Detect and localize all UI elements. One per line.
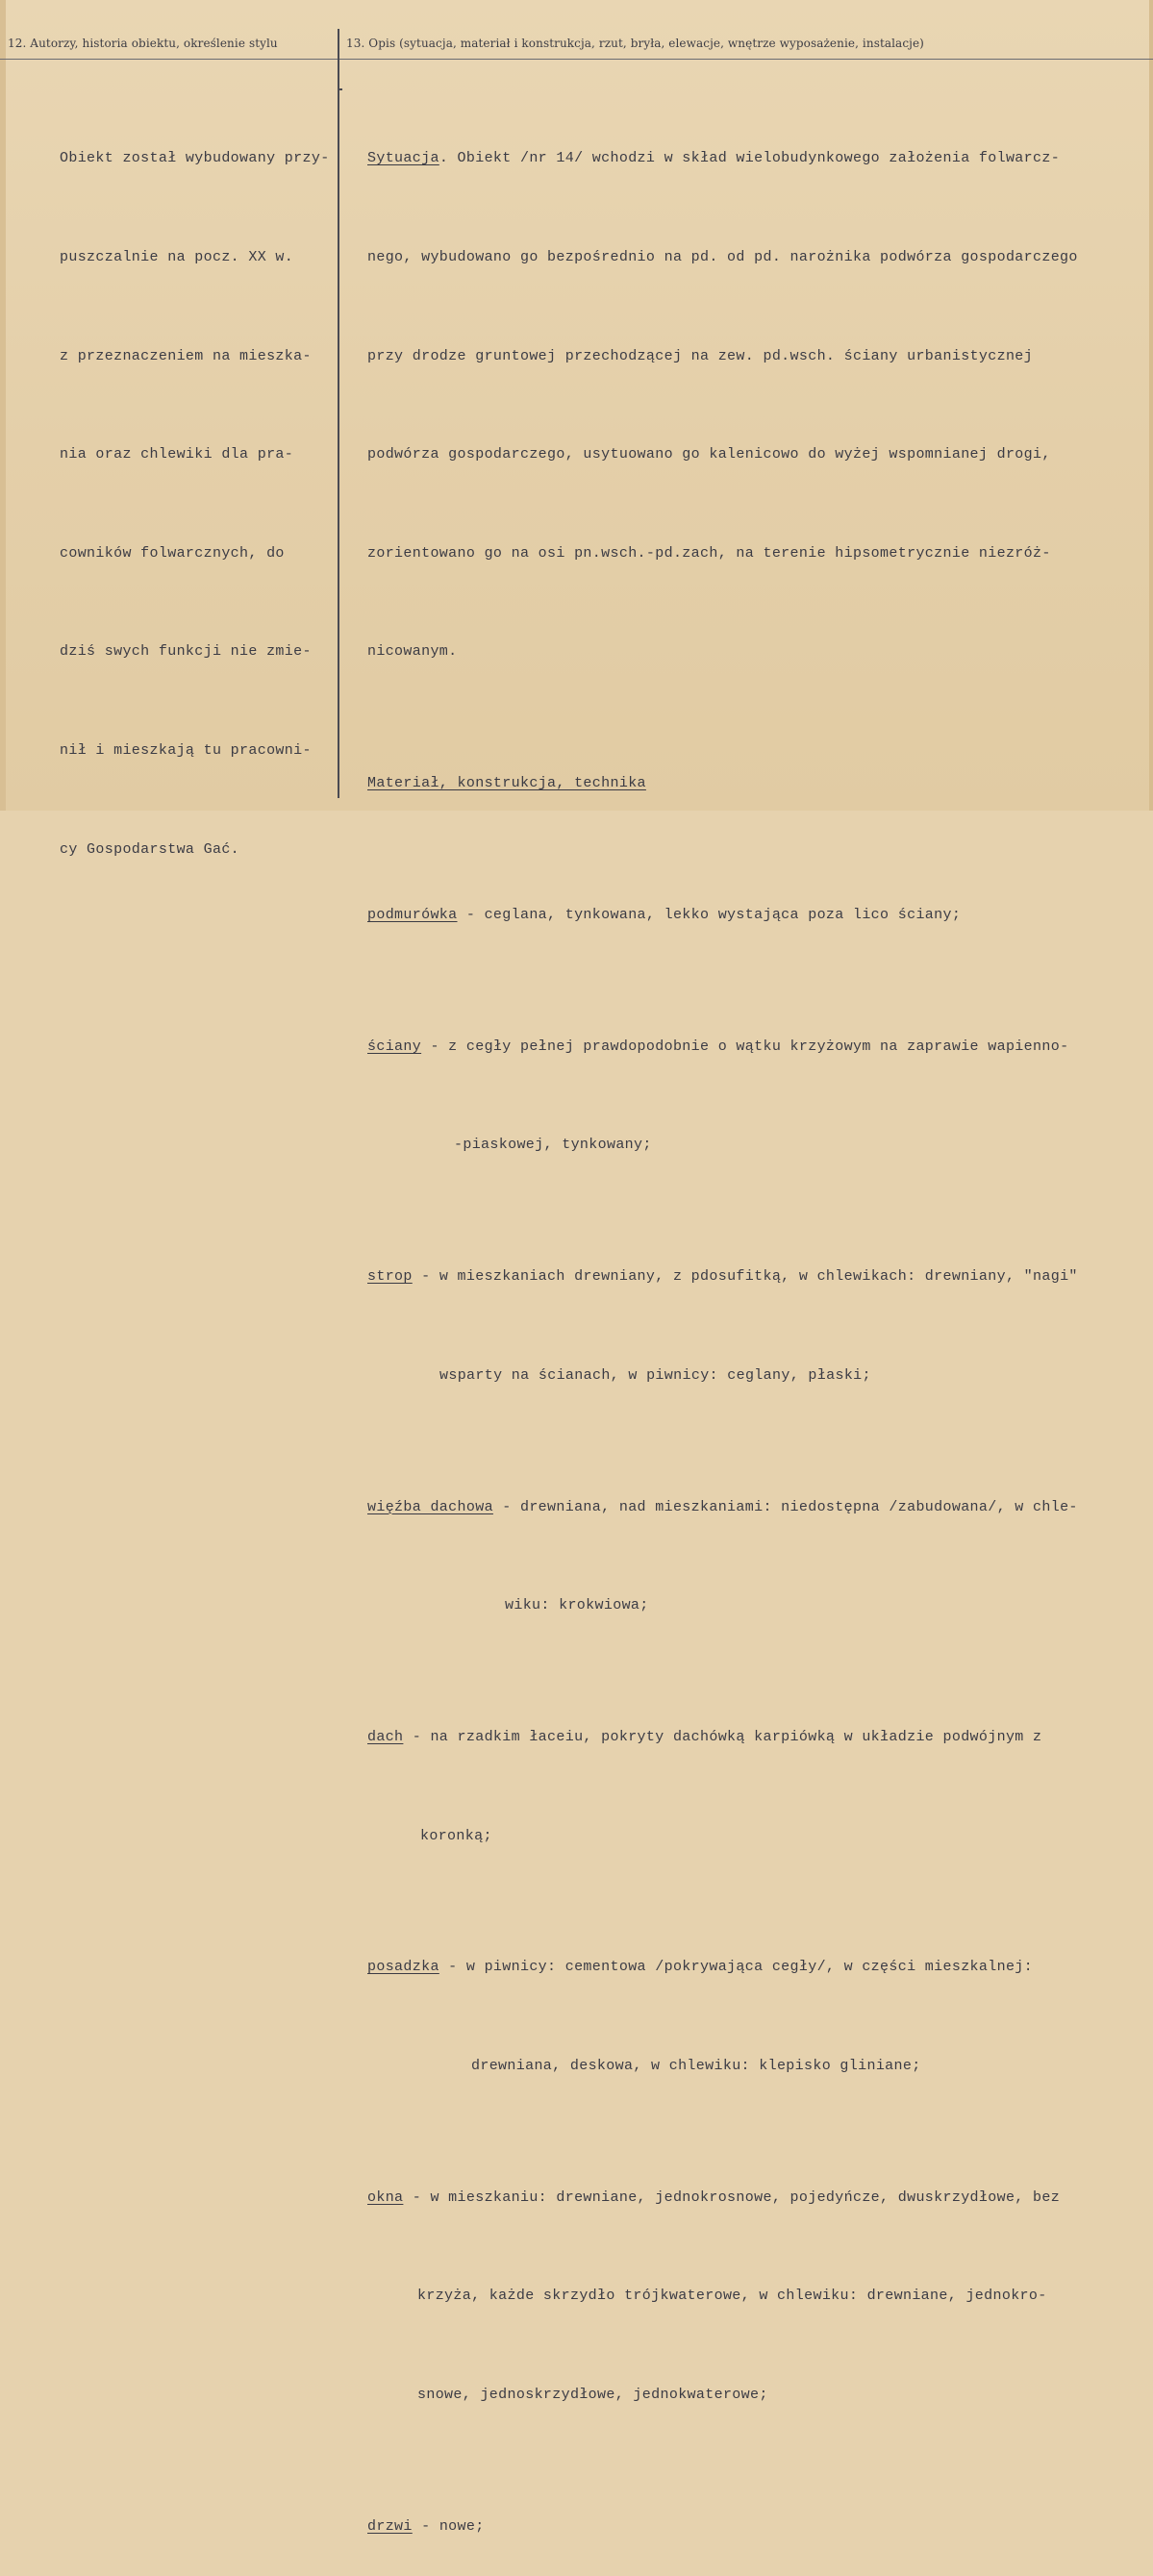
paper-edge-left [0,0,6,811]
drzwi-term: drzwi [367,2517,413,2535]
sytuacja-line: nego, wybudowano go bezpośrednio na pd. od pd. narożnika podwórza gospodarczego [367,249,1078,265]
history-line: dziś swych funkcji nie zmie- [60,643,312,661]
description-column [367,77,1148,2576]
posadzka-line [367,1951,1148,1984]
history-line: Obiekt został wybudowany przy- [60,150,330,167]
okna-text: - w mieszkaniu: drewniane, jednokrosnowe, pojedyńcze, dwuskrzydłowe, bez [403,2188,1061,2206]
history-column [60,77,330,899]
history-line: puszczalnie na pocz. XX w. [60,249,294,265]
sciany-continuation: -piaskowej, tynkowany; [454,1137,652,1154]
sytuacja-line: podwórza gospodarczego, usytuowano go kalenicowo do wyżej wspomnianej drogi, [367,446,1051,463]
sytuacja-line: nicowanym. [367,643,458,661]
strop-text: - w mieszkaniach drewniany, z pdosufitką, w chlewikach: drewniany, "nagi" [412,1268,1078,1286]
podmurowka-line [367,899,1148,932]
wiezba-term: więźba dachowa [367,1498,493,1515]
material-heading-line [367,767,1148,800]
paper-edge-right [1149,0,1153,811]
podmurowka-text: - ceglana, tynkowana, lekko wystająca poza lico ściany; [457,906,962,923]
history-line: nił i mieszkają tu pracowni- [60,741,312,759]
wiezba-continuation: wiku: krokwiowa; [505,1597,649,1614]
header-rule-right [338,59,1153,60]
podmurowka-term: podmurówka [367,906,458,923]
history-line: cy Gospodarstwa Gać. [60,840,240,858]
okna-term: okna [367,2188,404,2206]
sytuacja-line: zorientowano go na osi pn.wsch.-pd.zach, na terenie hipsometrycznie niezróż- [367,544,1051,562]
field-12-header: 12. Autorzy, historia obiektu, określenie stylu [8,37,278,50]
sytuacja-line [367,142,1148,175]
sciany-term: ściany [367,1038,422,1055]
history-line: cowników folwarcznych, do [60,544,285,562]
dach-text: - na rzadkim łaceiu, pokryty dachówką karpiówką w układzie podwójnym z [403,1728,1042,1745]
wiezba-text: - drewniana, nad mieszkaniami: niedostępna /zabudowana/, w chle- [492,1498,1078,1515]
sytuacja-text: . Obiekt /nr 14/ wchodzi w skład wielobudynkowego założenia folwarcz- [439,150,1061,167]
okna-continuation: krzyża, każde skrzydło trójkwaterowe, w chlewiku: drewniane, jednokro- [417,2288,1047,2305]
strop-term: strop [367,1268,413,1286]
material-heading: Materiał, konstrukcja, technika [367,775,646,792]
sytuacja-line: przy drodze gruntowej przechodzącej na zew. pd.wsch. ściany urbanistycznej [367,347,1034,364]
dach-continuation: koronką; [420,1827,492,1844]
posadzka-continuation: drewniana, deskowa, w chlewiku: klepisko gliniane; [471,2057,921,2074]
okna-line [367,2182,1148,2214]
posadzka-text: - w piwnicy: cementowa /pokrywająca cegły/, w części mieszkalnej: [439,1959,1034,1976]
history-line: z przeznaczeniem na mieszka- [60,347,312,364]
history-line: nia oraz chlewiki dla pra- [60,446,294,463]
column-divider [338,29,339,798]
strop-line [367,1261,1148,1293]
sciany-line [367,1031,1148,1063]
header-rule-left [0,59,338,60]
wiezba-line [367,1491,1148,1524]
strop-continuation: wsparty na ścianach, w piwnicy: ceglany, płaski; [439,1366,871,1384]
dach-line [367,1721,1148,1754]
field-13-header: 13. Opis (sytuacja, materiał i konstrukcja, rzut, bryła, elewacje, wnętrze wyposażenie, instalacje) [346,37,924,50]
posadzka-term: posadzka [367,1959,439,1976]
divider-tick-mark [338,88,342,90]
okna-continuation: snowe, jednoskrzydłowe, jednokwaterowe; [417,2386,768,2403]
sciany-text: - z cegły pełnej prawdopodobnie o wątku krzyżowym na zaprawie wapienno- [421,1038,1069,1055]
sytuacja-heading: Sytuacja [367,150,439,167]
drzwi-line [367,2511,1148,2543]
dach-term: dach [367,1728,404,1745]
drzwi-text: - nowe; [412,2517,485,2535]
